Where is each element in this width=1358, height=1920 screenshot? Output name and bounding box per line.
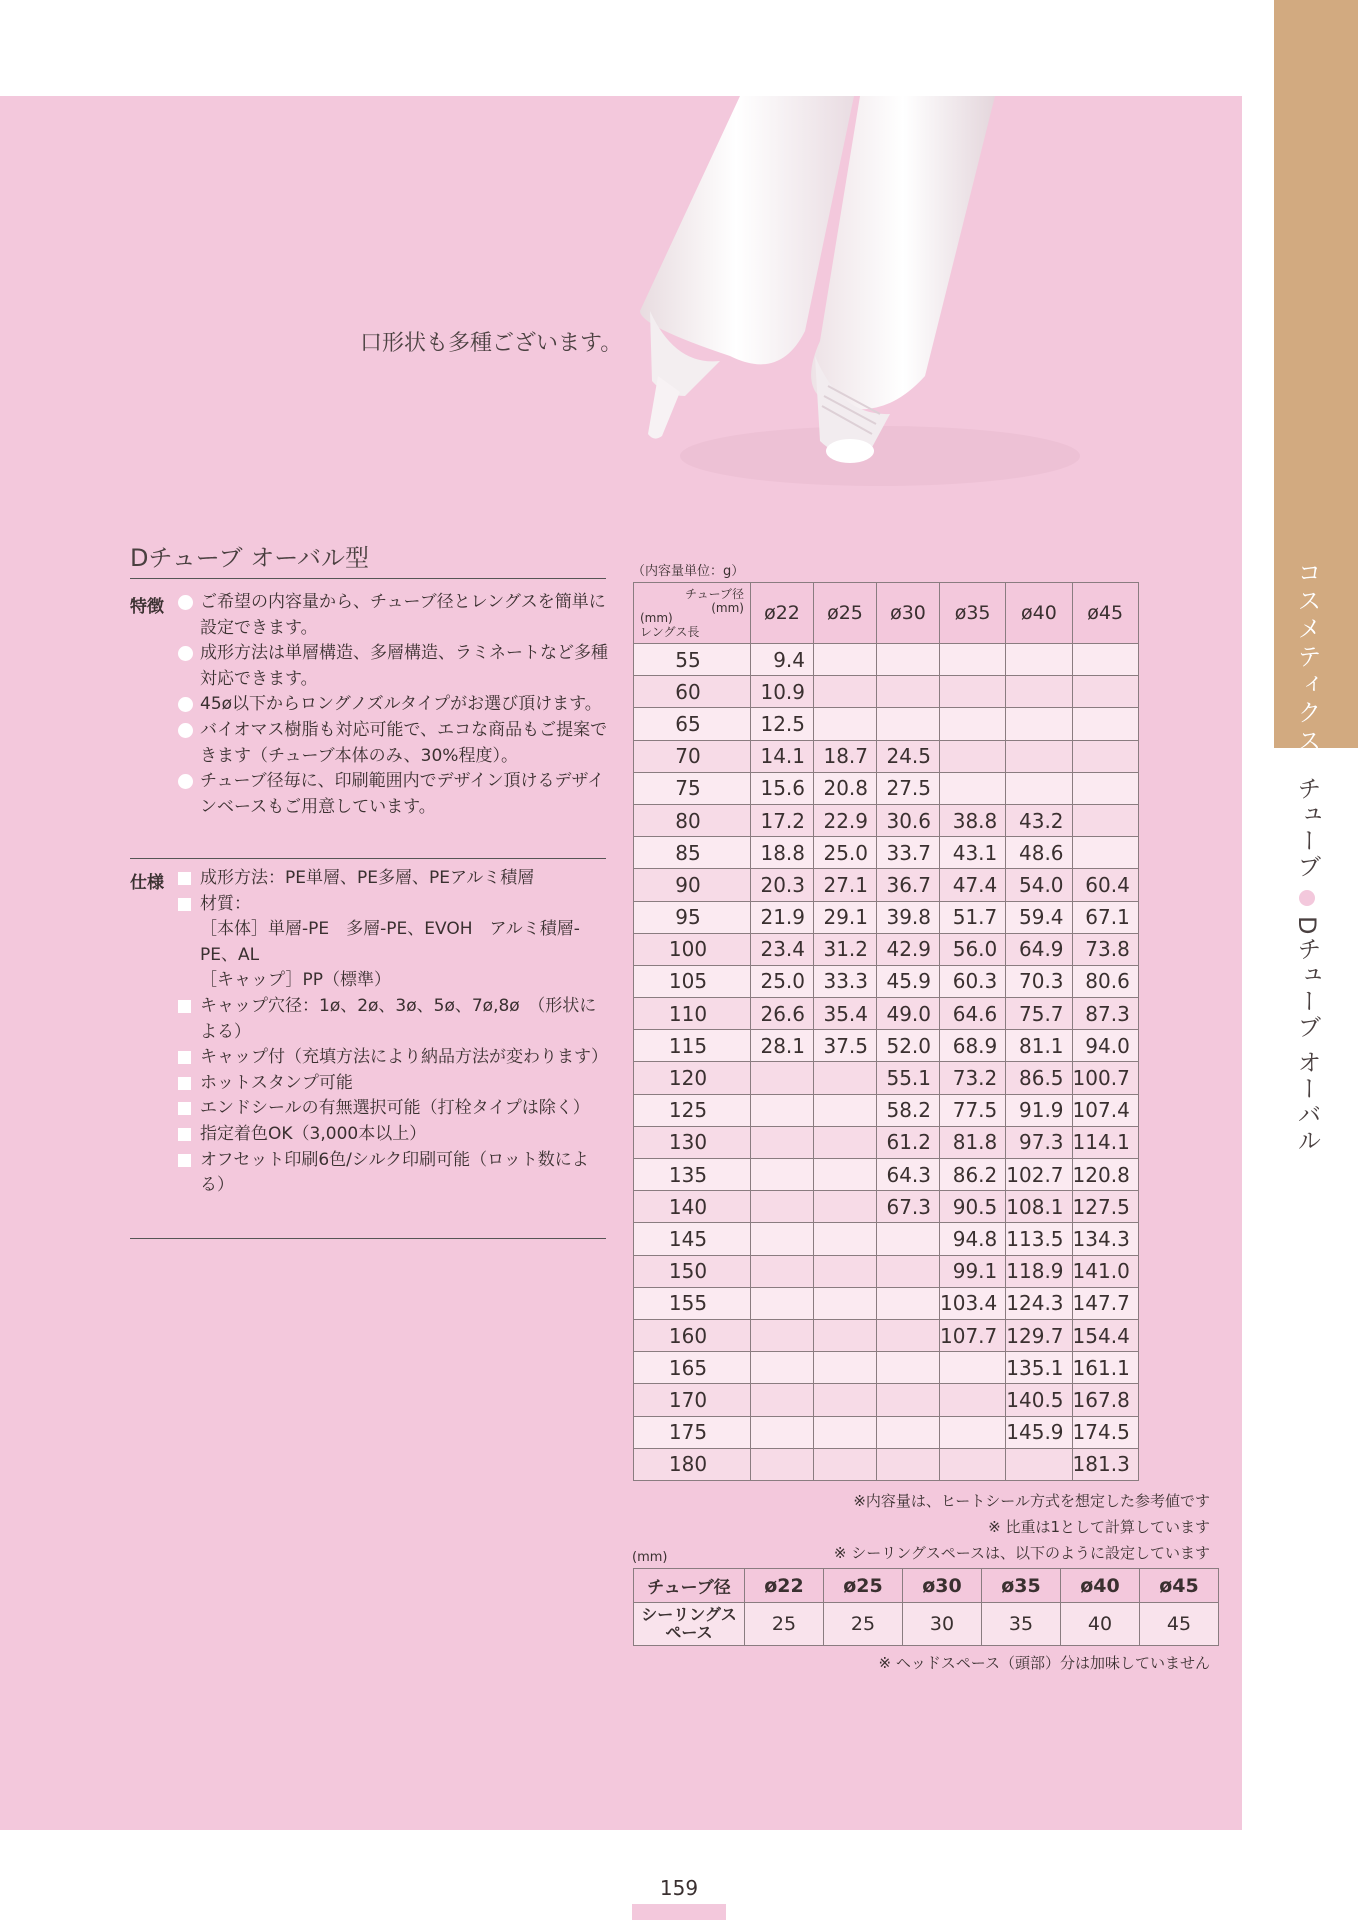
table-row	[634, 965, 1139, 997]
capacity-cell	[877, 1287, 940, 1319]
table-row	[634, 1062, 1139, 1094]
capacity-cell: 97.3	[1006, 1126, 1072, 1158]
table-row	[634, 1416, 1139, 1448]
length-cell: 100	[634, 933, 751, 965]
capacity-cell: 174.5	[1072, 1416, 1138, 1448]
table-row	[634, 1569, 1219, 1603]
capacity-cell	[751, 1319, 814, 1351]
spec-label: 仕様	[130, 873, 164, 893]
capacity-cell	[814, 1126, 877, 1158]
capacity-cell: 135.1	[1006, 1352, 1072, 1384]
capacity-cell: 134.3	[1072, 1223, 1138, 1255]
spec-item-sub: ［キャップ］PP（標準）	[200, 970, 392, 991]
capacity-cell: 36.7	[877, 869, 940, 901]
capacity-cell: 181.3	[1072, 1448, 1138, 1480]
table-row	[634, 1319, 1139, 1351]
circle-bullet-icon	[178, 774, 193, 789]
capacity-cell	[877, 1448, 940, 1480]
capacity-cell: 47.4	[940, 869, 1006, 901]
sealing-space-cell: 35	[982, 1603, 1061, 1646]
capacity-cell: 61.2	[877, 1126, 940, 1158]
capacity-cell	[814, 1384, 877, 1416]
capacity-cell	[751, 1416, 814, 1448]
table-header-row	[634, 583, 1139, 644]
sealing-space-cell: 25	[745, 1603, 824, 1646]
corner-diameter-label: チューブ径 (mm)	[684, 587, 744, 615]
table-row	[634, 1352, 1139, 1384]
square-bullet-icon	[178, 1128, 191, 1141]
length-cell: 175	[634, 1416, 751, 1448]
capacity-cell	[814, 1191, 877, 1223]
capacity-cell: 120.8	[1072, 1159, 1138, 1191]
category-label: コスメティクス	[1293, 560, 1321, 756]
capacity-cell	[814, 708, 877, 740]
capacity-cell: 18.7	[814, 740, 877, 772]
capacity-cell: 43.1	[940, 837, 1006, 869]
square-bullet-icon	[178, 872, 191, 885]
spec-section	[130, 866, 610, 1199]
table-row	[634, 901, 1139, 933]
capacity-cell: 55.1	[877, 1062, 940, 1094]
capacity-cell: 35.4	[814, 998, 877, 1030]
square-bullet-icon	[178, 1000, 191, 1013]
capacity-cell: 43.2	[1006, 804, 1072, 836]
length-cell: 160	[634, 1319, 751, 1351]
capacity-cell: 127.5	[1072, 1191, 1138, 1223]
capacity-cell	[940, 1448, 1006, 1480]
capacity-cell: 58.2	[877, 1094, 940, 1126]
capacity-cell	[814, 1287, 877, 1319]
table-row	[634, 676, 1139, 708]
corner-length-label: レングス長	[640, 625, 700, 639]
unit-note: （内容量単位：g）	[632, 564, 745, 579]
length-cell: 140	[634, 1191, 751, 1223]
capacity-cell: 87.3	[1072, 998, 1138, 1030]
capacity-cell	[940, 772, 1006, 804]
capacity-cell	[1006, 1448, 1072, 1480]
length-cell: 110	[634, 998, 751, 1030]
spec-list	[178, 866, 610, 1199]
capacity-cell: 17.2	[751, 804, 814, 836]
features-label: 特徴	[130, 597, 164, 617]
feature-item: ご希望の内容量から、チューブ径とレングスを簡単に設定できます。	[178, 590, 610, 641]
capacity-cell: 60.3	[940, 965, 1006, 997]
capacity-cell: 33.3	[814, 965, 877, 997]
capacity-cell: 145.9	[1006, 1416, 1072, 1448]
capacity-cell: 68.9	[940, 1030, 1006, 1062]
length-cell: 65	[634, 708, 751, 740]
column-header: ø30	[877, 583, 940, 644]
table-corner	[634, 583, 751, 644]
capacity-cell	[940, 1352, 1006, 1384]
length-cell: 70	[634, 740, 751, 772]
capacity-cell	[814, 1319, 877, 1351]
capacity-cell	[814, 1352, 877, 1384]
column-header: ø40	[1006, 583, 1072, 644]
length-cell: 125	[634, 1094, 751, 1126]
capacity-cell: 86.5	[1006, 1062, 1072, 1094]
capacity-cell: 67.3	[877, 1191, 940, 1223]
capacity-cell	[814, 1416, 877, 1448]
capacity-cell: 45.9	[877, 965, 940, 997]
seal-unit: (mm)	[632, 1550, 668, 1565]
capacity-cell	[877, 1416, 940, 1448]
capacity-cell: 70.3	[1006, 965, 1072, 997]
note: ※ シーリングスペースは、以下のように設定しています	[833, 1544, 1210, 1562]
capacity-cell: 31.2	[814, 933, 877, 965]
table-row	[634, 1255, 1139, 1287]
feature-item: 45ø以下からロングノズルタイプがお選び頂けます。	[178, 692, 610, 718]
capacity-cell: 81.1	[1006, 1030, 1072, 1062]
sealing-space-cell: 40	[1061, 1603, 1140, 1646]
table-row	[634, 1448, 1139, 1480]
capacity-cell: 48.6	[1006, 837, 1072, 869]
diameter-cell: ø45	[1140, 1569, 1219, 1603]
capacity-cell: 86.2	[940, 1159, 1006, 1191]
capacity-cell	[814, 1159, 877, 1191]
capacity-cell: 129.7	[1006, 1319, 1072, 1351]
table-row	[634, 772, 1139, 804]
row-label: シーリングスペース	[634, 1603, 745, 1646]
capacity-cell: 167.8	[1072, 1384, 1138, 1416]
capacity-cell: 30.6	[877, 804, 940, 836]
capacity-cell: 59.4	[1006, 901, 1072, 933]
spec-item: オフセット印刷6色/シルク印刷可能（ロット数による）	[178, 1148, 610, 1199]
square-bullet-icon	[178, 1154, 191, 1167]
capacity-cell	[751, 1126, 814, 1158]
capacity-cell: 20.3	[751, 869, 814, 901]
capacity-cell	[877, 1319, 940, 1351]
headline: 口形状も多種ございます。	[360, 331, 623, 356]
length-cell: 75	[634, 772, 751, 804]
capacity-cell	[1006, 740, 1072, 772]
diameter-cell: ø40	[1061, 1569, 1140, 1603]
capacity-cell: 77.5	[940, 1094, 1006, 1126]
length-cell: 80	[634, 804, 751, 836]
table-body	[634, 644, 1139, 1481]
capacity-cell: 80.6	[1072, 965, 1138, 997]
length-cell: 165	[634, 1352, 751, 1384]
note: ※ 比重は1として計算しています	[988, 1518, 1210, 1536]
capacity-cell: 154.4	[1072, 1319, 1138, 1351]
capacity-cell: 67.1	[1072, 901, 1138, 933]
capacity-cell	[940, 1384, 1006, 1416]
capacity-cell: 42.9	[877, 933, 940, 965]
capacity-cell: 25.0	[751, 965, 814, 997]
sealing-space-table	[633, 1568, 1219, 1646]
capacity-cell	[751, 1352, 814, 1384]
capacity-cell: 23.4	[751, 933, 814, 965]
spec-item-sub: ［本体］単層-PE 多層-PE、EVOH アルミ積層-PE、AL	[200, 919, 580, 965]
capacity-cell: 27.5	[877, 772, 940, 804]
length-cell: 95	[634, 901, 751, 933]
capacity-cell: 64.3	[877, 1159, 940, 1191]
length-cell: 145	[634, 1223, 751, 1255]
length-cell: 60	[634, 676, 751, 708]
square-bullet-icon	[178, 1102, 191, 1115]
capacity-cell	[1072, 772, 1138, 804]
length-cell: 120	[634, 1062, 751, 1094]
sealing-space-cell: 30	[903, 1603, 982, 1646]
square-bullet-icon	[178, 1051, 191, 1064]
diameter-cell: ø30	[903, 1569, 982, 1603]
features-section	[130, 590, 610, 820]
capacity-cell: 140.5	[1006, 1384, 1072, 1416]
sealing-space-cell: 25	[824, 1603, 903, 1646]
capacity-cell: 103.4	[940, 1287, 1006, 1319]
spec-item: 指定着色OK（3,000本以上）	[178, 1122, 610, 1148]
capacity-cell: 90.5	[940, 1191, 1006, 1223]
length-cell: 150	[634, 1255, 751, 1287]
capacity-cell: 107.4	[1072, 1094, 1138, 1126]
section-label-b: Dチューブ オーバル	[1293, 916, 1321, 1155]
table-row	[634, 837, 1139, 869]
row-label: チューブ径	[634, 1569, 745, 1603]
capacity-cell	[1072, 708, 1138, 740]
table-row	[634, 998, 1139, 1030]
table-row	[634, 1384, 1139, 1416]
length-cell: 130	[634, 1126, 751, 1158]
capacity-cell: 20.8	[814, 772, 877, 804]
capacity-cell	[751, 1094, 814, 1126]
capacity-cell	[751, 1191, 814, 1223]
divider	[130, 1238, 606, 1239]
table-row	[634, 933, 1139, 965]
spec-item: 材質：	[178, 892, 610, 918]
table-row	[634, 1094, 1139, 1126]
capacity-cell: 49.0	[877, 998, 940, 1030]
length-cell: 170	[634, 1384, 751, 1416]
capacity-cell	[814, 644, 877, 676]
capacity-cell	[814, 1448, 877, 1480]
length-cell: 155	[634, 1287, 751, 1319]
corner-mm-label: (mm)	[640, 611, 673, 625]
capacity-cell	[751, 1384, 814, 1416]
capacity-cell	[877, 708, 940, 740]
capacity-cell: 52.0	[877, 1030, 940, 1062]
capacity-cell	[940, 644, 1006, 676]
diameter-cell: ø22	[745, 1569, 824, 1603]
capacity-cell: 81.8	[940, 1126, 1006, 1158]
capacity-cell	[814, 1255, 877, 1287]
square-bullet-icon	[178, 898, 191, 911]
circle-bullet-icon	[178, 697, 193, 712]
capacity-cell	[751, 1448, 814, 1480]
capacity-cell	[877, 1352, 940, 1384]
note: ※内容量は、ヒートシール方式を想定した参考値です	[853, 1492, 1210, 1510]
feature-item: 成形方法は単層構造、多層構造、ラミネートなど多種対応できます。	[178, 641, 610, 692]
capacity-cell: 27.1	[814, 869, 877, 901]
circle-bullet-icon	[178, 723, 193, 738]
capacity-cell	[814, 1223, 877, 1255]
capacity-cell	[1006, 644, 1072, 676]
capacity-cell: 21.9	[751, 901, 814, 933]
capacity-cell	[751, 1223, 814, 1255]
capacity-cell: 107.7	[940, 1319, 1006, 1351]
capacity-cell	[814, 676, 877, 708]
table-row	[634, 1287, 1139, 1319]
capacity-cell: 94.8	[940, 1223, 1006, 1255]
capacity-cell: 39.8	[877, 901, 940, 933]
capacity-cell: 56.0	[940, 933, 1006, 965]
feature-item: バイオマス樹脂も対応可能で、エコな商品もご提案できます（チューブ本体のみ、30%程度）。	[178, 718, 610, 769]
capacity-cell: 33.7	[877, 837, 940, 869]
features-list	[178, 590, 610, 820]
capacity-cell	[940, 740, 1006, 772]
capacity-cell: 100.7	[1072, 1062, 1138, 1094]
capacity-cell: 15.6	[751, 772, 814, 804]
capacity-cell: 113.5	[1006, 1223, 1072, 1255]
square-bullet-icon	[178, 1077, 191, 1090]
capacity-cell	[1072, 740, 1138, 772]
spec-item: エンドシールの有無選択可能（打栓タイプは除く）	[178, 1096, 610, 1122]
diameter-cell: ø35	[982, 1569, 1061, 1603]
capacity-cell	[751, 1255, 814, 1287]
capacity-cell: 94.0	[1072, 1030, 1138, 1062]
capacity-cell: 75.7	[1006, 998, 1072, 1030]
column-header: ø35	[940, 583, 1006, 644]
capacity-cell	[1006, 676, 1072, 708]
table-row	[634, 1223, 1139, 1255]
table-row	[634, 644, 1139, 676]
spec-item: キャップ穴径：1ø、2ø、3ø、5ø、7ø,8ø （形状による）	[178, 994, 610, 1045]
table-row	[634, 1030, 1139, 1062]
table-row	[634, 708, 1139, 740]
spec-item: 成形方法：PE単層、PE多層、PEアルミ積層	[178, 866, 610, 892]
length-cell: 85	[634, 837, 751, 869]
capacity-cell: 9.4	[751, 644, 814, 676]
capacity-cell: 26.6	[751, 998, 814, 1030]
capacity-cell: 64.9	[1006, 933, 1072, 965]
capacity-cell	[877, 1223, 940, 1255]
length-cell: 115	[634, 1030, 751, 1062]
capacity-cell	[1006, 772, 1072, 804]
capacity-cell	[751, 1159, 814, 1191]
tube-photo	[640, 96, 1180, 516]
capacity-cell: 141.0	[1072, 1255, 1138, 1287]
capacity-cell: 161.1	[1072, 1352, 1138, 1384]
capacity-cell	[751, 1287, 814, 1319]
capacity-cell	[940, 676, 1006, 708]
capacity-cell: 99.1	[940, 1255, 1006, 1287]
capacity-cell: 73.2	[940, 1062, 1006, 1094]
length-cell: 55	[634, 644, 751, 676]
spec-item: ホットスタンプ可能	[178, 1071, 610, 1097]
capacity-cell: 25.0	[814, 837, 877, 869]
capacity-cell: 64.6	[940, 998, 1006, 1030]
capacity-cell: 73.8	[1072, 933, 1138, 965]
capacity-cell: 10.9	[751, 676, 814, 708]
length-cell: 135	[634, 1159, 751, 1191]
capacity-cell	[1072, 804, 1138, 836]
length-cell: 90	[634, 869, 751, 901]
capacity-cell	[940, 708, 1006, 740]
diameter-cell: ø25	[824, 1569, 903, 1603]
table-row	[634, 869, 1139, 901]
circle-bullet-icon	[178, 646, 193, 661]
table-row	[634, 740, 1139, 772]
capacity-cell: 147.7	[1072, 1287, 1138, 1319]
section-dot-icon	[1299, 890, 1315, 906]
circle-bullet-icon	[178, 595, 193, 610]
capacity-cell	[814, 1062, 877, 1094]
table-row	[634, 1159, 1139, 1191]
capacity-cell: 24.5	[877, 740, 940, 772]
capacity-cell: 28.1	[751, 1030, 814, 1062]
column-header: ø25	[814, 583, 877, 644]
capacity-cell: 38.8	[940, 804, 1006, 836]
page-tab	[632, 1904, 726, 1920]
capacity-cell: 29.1	[814, 901, 877, 933]
capacity-cell: 51.7	[940, 901, 1006, 933]
capacity-cell: 12.5	[751, 708, 814, 740]
section-label-a: チューブ	[1293, 776, 1321, 880]
length-cell: 105	[634, 965, 751, 997]
capacity-cell: 60.4	[1072, 869, 1138, 901]
capacity-cell	[1072, 676, 1138, 708]
table-row	[634, 804, 1139, 836]
table-row	[634, 1191, 1139, 1223]
length-cell: 180	[634, 1448, 751, 1480]
capacity-cell	[814, 1094, 877, 1126]
capacity-cell: 14.1	[751, 740, 814, 772]
column-header: ø45	[1072, 583, 1138, 644]
capacity-cell: 102.7	[1006, 1159, 1072, 1191]
table-row	[634, 1603, 1219, 1646]
capacity-cell: 108.1	[1006, 1191, 1072, 1223]
page-number: 159	[659, 1876, 699, 1900]
capacity-cell: 54.0	[1006, 869, 1072, 901]
capacity-cell	[877, 1255, 940, 1287]
capacity-cell: 114.1	[1072, 1126, 1138, 1158]
product-title: Dチューブ オーバル型	[130, 544, 369, 572]
capacity-cell	[877, 676, 940, 708]
table-row	[634, 1126, 1139, 1158]
capacity-cell	[1072, 644, 1138, 676]
divider	[130, 578, 606, 579]
section-label	[1290, 776, 1325, 1154]
capacity-cell: 91.9	[1006, 1094, 1072, 1126]
capacity-cell	[940, 1416, 1006, 1448]
capacity-cell	[1006, 708, 1072, 740]
capacity-cell: 37.5	[814, 1030, 877, 1062]
spec-item: キャップ付（充填方法により納品方法が変わります）	[178, 1045, 610, 1071]
sealing-space-cell: 45	[1140, 1603, 1219, 1646]
capacity-cell: 18.8	[751, 837, 814, 869]
column-header: ø22	[751, 583, 814, 644]
capacity-cell: 118.9	[1006, 1255, 1072, 1287]
capacity-cell: 22.9	[814, 804, 877, 836]
capacity-cell	[877, 644, 940, 676]
divider	[130, 858, 606, 859]
capacity-cell	[751, 1062, 814, 1094]
capacity-cell	[877, 1384, 940, 1416]
note: ※ ヘッドスペース（頭部）分は加味していません	[878, 1654, 1210, 1672]
capacity-cell: 124.3	[1006, 1287, 1072, 1319]
capacity-table	[633, 582, 1139, 1481]
feature-item: チューブ径毎に、印刷範囲内でデザイン頂けるデザインベースもご用意しています。	[178, 769, 610, 820]
capacity-cell	[1072, 837, 1138, 869]
